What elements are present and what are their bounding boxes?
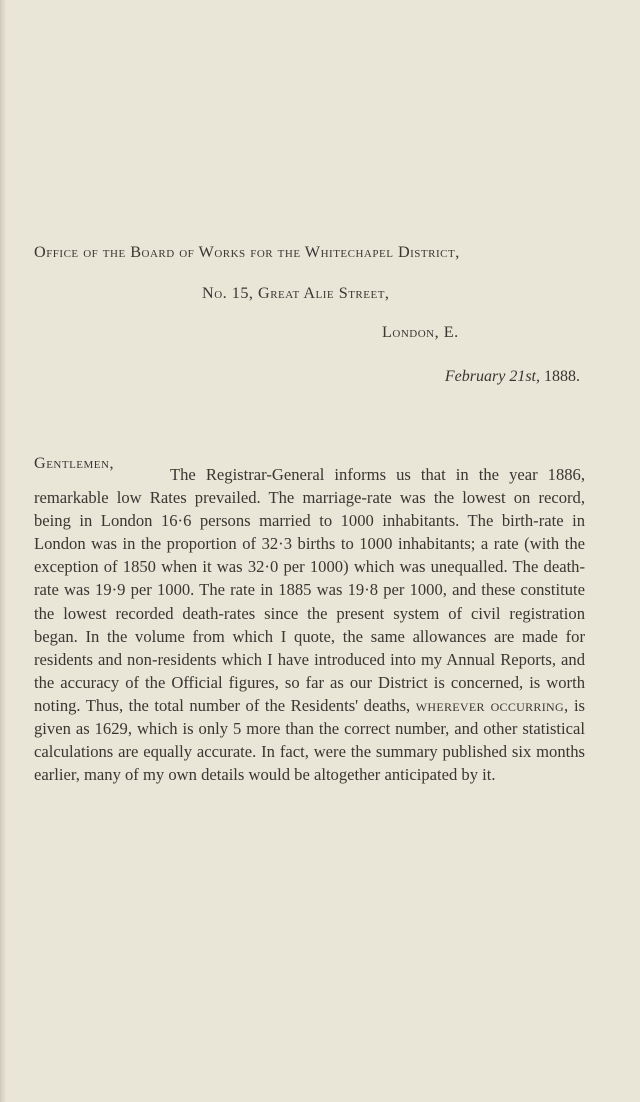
letter-date-year: 1888. xyxy=(544,368,580,385)
letter-body-emphasis: wherever occurring, xyxy=(415,695,569,715)
address-line-city: London, E. xyxy=(382,323,459,341)
letter-date-day: February 21st, xyxy=(444,368,540,385)
address-line-street: No. 15, Great Alie Street, xyxy=(202,284,390,302)
letter-date xyxy=(445,367,580,387)
salutation: Gentlemen, xyxy=(34,454,115,472)
address-line-office: Office of the Board of Works for the Whitechapel District, xyxy=(34,243,460,261)
letter-body-part2: is given as 1629, which is only 5 more than the correct number, and other statistical calculations are equally accurate. In fact, were the summary published six months earlier, many of my own details would be altogether anticipated by it. xyxy=(34,695,586,785)
letter-body-part1: The Registrar-General informs us that in the year 1886, remarkable low Rates prevailed. The marriage-rate was the lowest on record, being in London 16·6 persons married to 1000 inhabitants. The birth-rate in London was in the proportion of 32·3 births to 1000 inhabitants; a rate (with the exception of 1850 when it was 32·0 per 1000) which was unequalled. The death-rate was 19·9 per 1000. The rate in 1885 was 19·8 per 1000, and these constitute the lowest recorded death-rates since the present system of civil registration began. In the volume from which I quote, the same allowances are made for residents and non-residents which I have introduced into my Annual Reports, and the accuracy of the Official figures, so far as our District is concerned, is worth noting. Thus, the total number of the Residents' deaths, xyxy=(34,465,585,715)
page-edge xyxy=(0,0,6,1102)
letter-body xyxy=(34,463,585,786)
